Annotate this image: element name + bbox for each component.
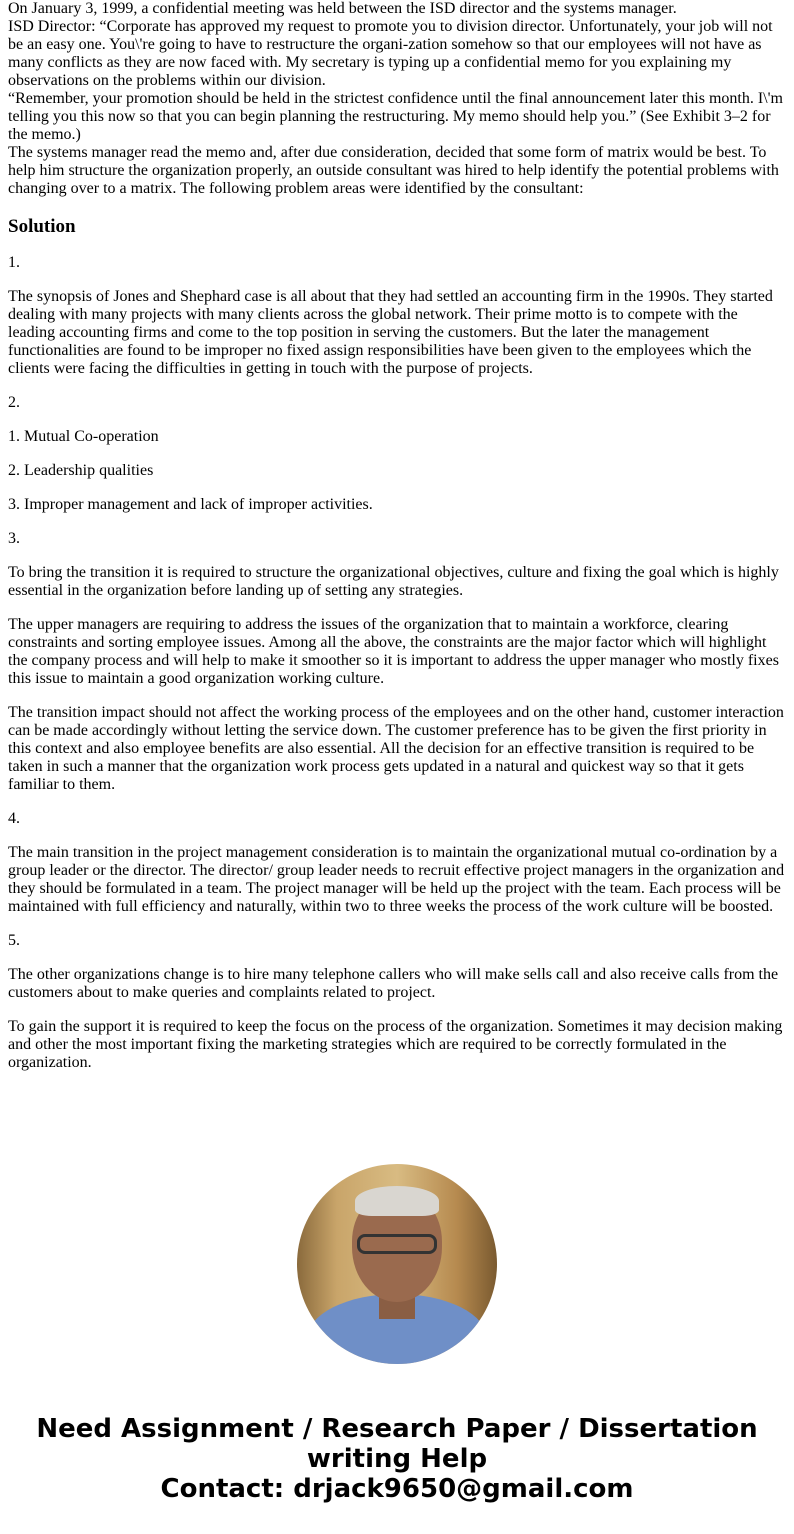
intro-paragraph: “Remember, your promotion should be held in the strictest confidence until the final announcement later this month. I\'m telling you this now so that you can begin planning the restructuring. My memo should help you.” (See Exhibit 3–2 for the memo.) (8, 90, 783, 143)
solution-paragraph: To bring the transition it is required to structure the organizational objectives, culture and fixing the goal which is highly essential in the organization before landing up of setting any strategies. (8, 564, 779, 599)
solution-paragraph: 2. (8, 394, 20, 411)
solution-paragraph: 3. (8, 530, 20, 547)
solution-paragraph: 1. (8, 254, 20, 271)
solution-paragraph: 3. Improper management and lack of improper activities. (8, 496, 373, 513)
solution-paragraph: 1. Mutual Co-operation (8, 428, 159, 445)
solution-paragraph: The transition impact should not affect the working process of the employees and on the other hand, customer interaction can be made accordingly without letting the service down. The customer preference has to be given the first priority in this context and also employee benefits are also essential. All the decision for an effective transition is required to be taken in such a manner that the organization work process gets updated in a natural and quickest way so that it gets familiar to them. (8, 704, 784, 793)
solution-paragraph: The upper managers are requiring to address the issues of the organization that to maintain a workforce, clearing constraints and sorting employee issues. Among all the above, the constraints are the major factor which will highlight the company process and will help to make it smoother so it is important to address the upper manager who mostly fixes this issue to maintain a good organization working culture. (8, 616, 779, 687)
solution-paragraph: 5. (8, 932, 20, 949)
intro-paragraph: ISD Director: “Corporate has approved my request to promote you to division director. Unfortunately, your job will not be an easy one. You\'re going to have to restructure the organi-zation somehow so that our employees will not have as many conflicts as they are now faced with. My secretary is typing up a confidential memo for you explaining my observations on the problems within our division. (8, 18, 773, 89)
intro-paragraph: The systems manager read the memo and, after due consideration, decided that some form of matrix would be best. To help him structure the organization properly, an outside consultant was hired to help identify the potential problems with changing over to a matrix. The following problem areas were identified by the consultant: (8, 144, 779, 197)
photo-glasses (357, 1234, 437, 1254)
author-photo (297, 1164, 497, 1364)
contact-email: Contact: drjack9650@gmail.com (160, 1474, 634, 1504)
solution-paragraph: To gain the support it is required to keep the focus on the process of the organization. Sometimes it may decision making and other the most important fixing the marketing strategies which are required to be correctly formulated in the organization. (8, 1018, 783, 1071)
solution-heading: Solution (8, 216, 76, 237)
author-photo-container (8, 1164, 786, 1364)
solution-paragraph: 2. Leadership qualities (8, 462, 154, 479)
photo-hair (355, 1186, 439, 1216)
solution-paragraph: The synopsis of Jones and Shephard case is all about that they had settled an accounting firm in the 1990s. They started dealing with many projects with many clients across the global network. Their prime motto is to compete with the leading accounting firms and come to the top position in serving the customers. But the later the management functionalities are found to be improper no fixed assign responsibilities have been given to the employees which the clients were facing the difficulties in getting in touch with the purpose of projects. (8, 288, 773, 377)
case-intro (8, 0, 786, 198)
solution-paragraph: The main transition in the project management consideration is to maintain the organizational mutual co-ordination by a group leader or the director. The director/ group leader needs to recruit effective project managers in the organization and they should be formulated in a team. The project manager will be held up the project with the team. Each process will be maintained with full efficiency and naturally, within two to three weeks the process of the work culture will be boosted. (8, 844, 785, 915)
solution-paragraph: 4. (8, 810, 20, 827)
solution-body (8, 254, 786, 1072)
intro-paragraph: On January 3, 1999, a confidential meeting was held between the ISD director and the systems manager. (8, 0, 677, 17)
contact-banner (8, 1414, 786, 1534)
help-offer-text: Need Assignment / Research Paper / Dissertation writing Help (36, 1414, 758, 1474)
solution-paragraph: The other organizations change is to hire many telephone callers who will make sells call and also receive calls from the customers about to make queries and complaints related to project. (8, 966, 779, 1001)
